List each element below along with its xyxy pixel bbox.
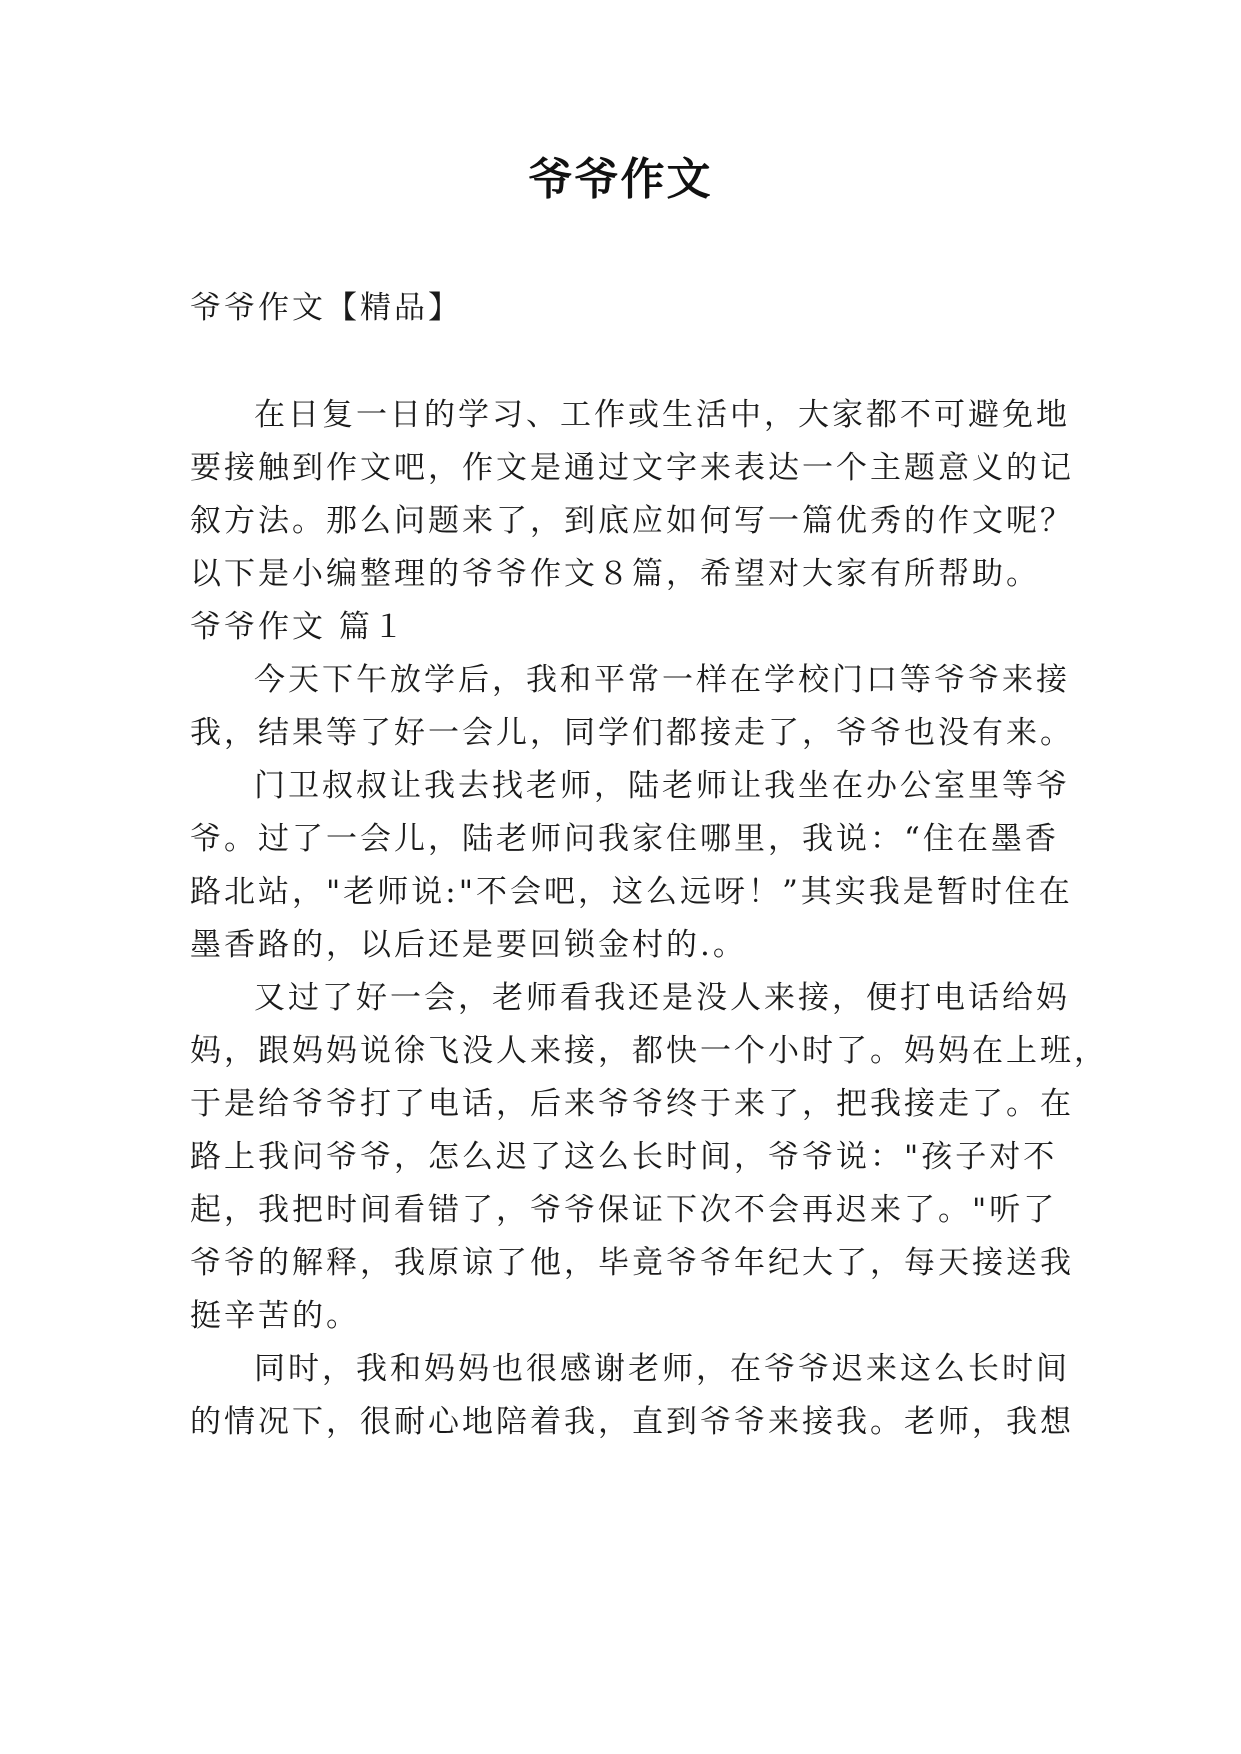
paragraph-line: 以下是小编整理的爷爷作文８篇，希望对大家有所帮助。 — [190, 556, 1040, 592]
document-subtitle: 爷爷作文【精品】 — [190, 290, 462, 326]
paragraph-line: 起，我把时间看错了，爷爷保证下次不会再迟来了。"听了 — [190, 1192, 1058, 1228]
paragraph-line: 于是给爷爷打了电话，后来爷爷终于来了，把我接走了。在 — [190, 1086, 1074, 1122]
paragraph-line: 爷。过了一会儿，陆老师问我家住哪里，我说：“住在墨香 — [190, 821, 1059, 857]
paragraph-line: 挺辛苦的。 — [190, 1298, 360, 1334]
paragraph-line: 门卫叔叔让我去找老师，陆老师让我坐在办公室里等爷 — [254, 768, 1070, 804]
paragraph-line: 爷爷的解释，我原谅了他，毕竟爷爷年纪大了，每天接送我 — [190, 1245, 1074, 1281]
paragraph-line: 在日复一日的学习、工作或生活中，大家都不可避免地 — [254, 397, 1070, 433]
paragraph-line: 妈，跟妈妈说徐飞没人来接，都快一个小时了。妈妈在上班， — [190, 1033, 1108, 1069]
paragraph-line: 同时，我和妈妈也很感谢老师，在爷爷迟来这么长时间 — [254, 1351, 1070, 1387]
paragraph-line: 要接触到作文吧，作文是通过文字来表达一个主题意义的记 — [190, 450, 1074, 486]
paragraph-line: 又过了好一会，老师看我还是没人来接，便打电话给妈 — [254, 980, 1070, 1016]
paragraph-line: 叙方法。那么问题来了，到底应如何写一篇优秀的作文呢？ — [190, 503, 1074, 539]
paragraph-line: 我，结果等了好一会儿，同学们都接走了，爷爷也没有来。 — [190, 715, 1074, 751]
paragraph-line: 路北站，"老师说:"不会吧，这么远呀！”其实我是暂时住在 — [190, 874, 1073, 910]
paragraph-line: 路上我问爷爷，怎么迟了这么长时间，爷爷说："孩子对不 — [190, 1139, 1058, 1175]
paragraph-line: 今天下午放学后，我和平常一样在学校门口等爷爷来接 — [254, 662, 1070, 698]
paragraph-line: 的情况下，很耐心地陪着我，直到爷爷来接我。老师，我想 — [190, 1404, 1074, 1440]
section-heading: 爷爷作文 篇１ — [190, 609, 407, 645]
paragraph-line: 墨香路的，以后还是要回锁金村的.。 — [190, 927, 747, 963]
document-title: 爷爷作文 — [528, 154, 713, 205]
